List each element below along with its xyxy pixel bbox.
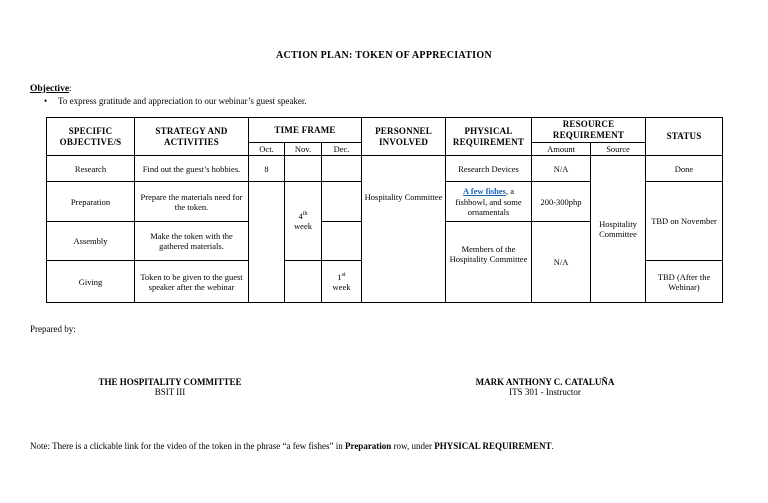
signatory-committee bbox=[60, 377, 280, 397]
row-research-nov bbox=[285, 156, 322, 182]
row-giving-objective: Giving bbox=[47, 261, 135, 303]
row-research-status: Done bbox=[646, 156, 723, 182]
row-research-dec bbox=[322, 156, 362, 182]
members-cell: Members of the Hospitality Committee bbox=[446, 222, 532, 303]
row-research-amount: N/A bbox=[532, 156, 591, 182]
signatory-name: MARK ANTHONY C. CATALUÑA bbox=[475, 377, 615, 387]
row-preparation-physical: A few fishes, a fishbowl, and some ornamentals bbox=[446, 182, 532, 222]
row-assembly-objective: Assembly bbox=[47, 222, 135, 261]
row-giving-dec: 1st week bbox=[322, 261, 362, 303]
row-research-strategy: Find out the guest’s hobbies. bbox=[135, 156, 249, 182]
footnote: Note: There is a clickable link for the video of the token in the phrase “a few fishes” in Preparation row, under PHYSICAL REQUIREMENT. bbox=[30, 441, 554, 451]
header-strategy: STRATEGY AND ACTIVITIES bbox=[135, 118, 249, 156]
prepared-by-label: Prepared by: bbox=[30, 324, 76, 334]
row-assembly-strategy: Make the token with the gathered materials. bbox=[135, 222, 249, 261]
row-research-objective: Research bbox=[47, 156, 135, 182]
signatory-role: BSIT III bbox=[154, 387, 186, 397]
source-cell: Hospitality Committee bbox=[591, 156, 646, 303]
header-personnel: PERSONNEL INVOLVED bbox=[362, 118, 446, 156]
header-objectives: SPECIFIC OBJECTIVE/S bbox=[47, 118, 135, 156]
signatory-role: ITS 301 - Instructor bbox=[509, 387, 581, 397]
row-research-physical: Research Devices bbox=[446, 156, 532, 182]
row-preparation-status: TBD on November bbox=[646, 182, 723, 261]
personnel-cell: Hospitality Committee bbox=[362, 156, 446, 303]
row-assembly-dec bbox=[322, 222, 362, 261]
row-giving-strategy: Token to be given to the guest speaker after the webinar bbox=[135, 261, 249, 303]
row-preparation-amount: 200-300php bbox=[532, 182, 591, 222]
header-resource: RESOURCE REQUIREMENT bbox=[532, 118, 646, 143]
page-title: ACTION PLAN: TOKEN OF APPRECIATION bbox=[276, 50, 492, 61]
objective-item: • To express gratitude and appreciation to our webinar’s guest speaker. bbox=[44, 96, 307, 106]
header-timeframe: TIME FRAME bbox=[249, 118, 362, 143]
header-oct: Oct. bbox=[249, 143, 285, 156]
row-preparation-objective: Preparation bbox=[47, 182, 135, 222]
header-status: STATUS bbox=[646, 118, 723, 156]
nov-week-cell: 4th week bbox=[285, 182, 322, 261]
row-giving-status: TBD (After the Webinar) bbox=[646, 261, 723, 303]
few-fishes-link[interactable]: A few fishes bbox=[463, 186, 506, 197]
objective-label: Objective: bbox=[30, 84, 72, 94]
header-dec: Dec. bbox=[322, 143, 362, 156]
header-nov: Nov. bbox=[285, 143, 322, 156]
row-research-oct: 8 bbox=[249, 156, 285, 182]
header-amount: Amount bbox=[532, 143, 591, 156]
row-preparation-strategy: Prepare the materials need for the token. bbox=[135, 182, 249, 222]
table-row bbox=[47, 156, 723, 182]
row-preparation-dec bbox=[322, 182, 362, 222]
signatory-instructor bbox=[430, 377, 660, 397]
bullet-icon: • bbox=[44, 96, 48, 106]
signatory-name: THE HOSPITALITY COMMITTEE bbox=[98, 377, 242, 387]
row-giving-nov bbox=[285, 261, 322, 303]
header-source: Source bbox=[591, 143, 646, 156]
amount-cell: N/A bbox=[532, 222, 591, 303]
action-plan-table bbox=[46, 117, 723, 303]
header-physical: PHYSICAL REQUIREMENT bbox=[446, 118, 532, 156]
oct-empty-cell bbox=[249, 182, 285, 303]
